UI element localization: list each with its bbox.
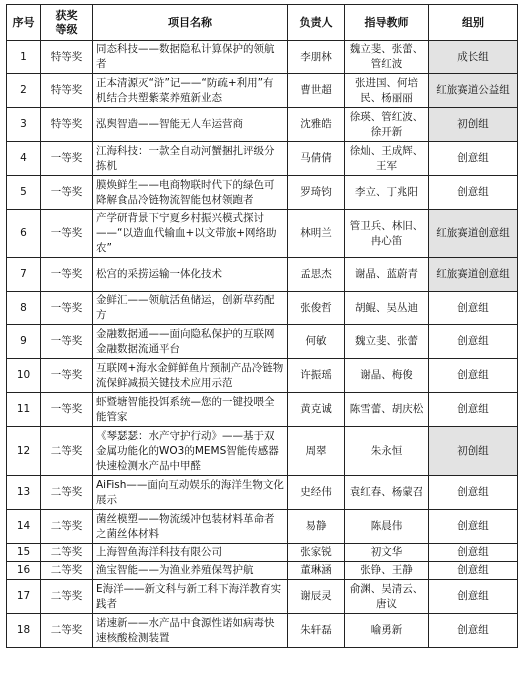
row-number: 15 [7, 544, 41, 562]
advisor-names: 张进国、何培民、杨丽丽 [345, 74, 429, 108]
award-level: 一等奖 [41, 258, 93, 292]
group-category: 创意组 [429, 562, 518, 580]
advisor-names: 谢晶、梅俊 [345, 359, 429, 393]
project-name: 金鲜汇——领航活鱼储运，创新草药配方 [93, 292, 288, 325]
project-name: AiFish——面向互动娱乐的海洋生物文化展示 [93, 476, 288, 510]
advisor-names: 陈晨伟 [345, 510, 429, 544]
project-leader: 李朋林 [288, 41, 345, 74]
row-number: 10 [7, 359, 41, 393]
project-name: E海洋——新文科与新工科下海洋教育实践者 [93, 580, 288, 614]
table-row [7, 41, 518, 74]
table-row [7, 258, 518, 292]
group-category: 红旅赛道公益组 [429, 74, 518, 108]
row-number: 17 [7, 580, 41, 614]
header-award: 获奖 等级 [41, 5, 93, 41]
award-table-body [7, 41, 518, 648]
header-teacher: 指导教师 [345, 5, 429, 41]
award-level: 一等奖 [41, 325, 93, 359]
group-category: 创意组 [429, 359, 518, 393]
award-level: 二等奖 [41, 510, 93, 544]
award-level: 特等奖 [41, 74, 93, 108]
table-row [7, 176, 518, 210]
award-level: 二等奖 [41, 427, 93, 476]
header-project: 项目名称 [93, 5, 288, 41]
project-name: 松宫的采捞运输一体化技术 [93, 258, 288, 292]
award-table [6, 4, 518, 648]
group-category: 红旅赛道创意组 [429, 258, 518, 292]
group-category: 创意组 [429, 476, 518, 510]
table-row [7, 614, 518, 648]
table-row [7, 544, 518, 562]
project-leader: 林明兰 [288, 210, 345, 258]
advisor-names: 初文华 [345, 544, 429, 562]
project-leader: 何敏 [288, 325, 345, 359]
project-leader: 马倩倩 [288, 142, 345, 176]
project-name: 泓舆智造——智能无人车运营商 [93, 108, 288, 142]
project-name: 上海智鱼海洋科技有限公司 [93, 544, 288, 562]
award-level: 二等奖 [41, 544, 93, 562]
row-number: 14 [7, 510, 41, 544]
table-row [7, 142, 518, 176]
award-level: 一等奖 [41, 142, 93, 176]
header-group: 组别 [429, 5, 518, 41]
group-category: 创意组 [429, 614, 518, 648]
award-level: 二等奖 [41, 476, 93, 510]
row-number: 16 [7, 562, 41, 580]
header-row [7, 5, 518, 41]
project-leader: 易静 [288, 510, 345, 544]
table-row [7, 562, 518, 580]
award-level: 二等奖 [41, 562, 93, 580]
project-leader: 朱轩磊 [288, 614, 345, 648]
advisor-names: 陈雪蕾、胡庆松 [345, 393, 429, 427]
project-name: 正本清源灭“浒”记——“防疏+利用”有机结合共塑紫菜养殖新业态 [93, 74, 288, 108]
table-row [7, 74, 518, 108]
award-level: 二等奖 [41, 614, 93, 648]
row-number: 18 [7, 614, 41, 648]
project-leader: 曹世超 [288, 74, 345, 108]
group-category: 初创组 [429, 427, 518, 476]
group-category: 创意组 [429, 142, 518, 176]
advisor-names: 管卫兵、林旧、冉心笛 [345, 210, 429, 258]
row-number: 5 [7, 176, 41, 210]
award-level: 特等奖 [41, 108, 93, 142]
group-category: 成长组 [429, 41, 518, 74]
project-leader: 谢辰灵 [288, 580, 345, 614]
advisor-names: 魏立斐、张蕾、管红波 [345, 41, 429, 74]
project-leader: 张俊哲 [288, 292, 345, 325]
advisor-names: 喻勇新 [345, 614, 429, 648]
award-level: 特等奖 [41, 41, 93, 74]
project-leader: 罗琦钧 [288, 176, 345, 210]
table-row [7, 510, 518, 544]
advisor-names: 张铮、王静 [345, 562, 429, 580]
project-name: 金融数据通——面向隐私保护的互联网金融数据流通平台 [93, 325, 288, 359]
award-level: 二等奖 [41, 580, 93, 614]
row-number: 1 [7, 41, 41, 74]
table-row [7, 393, 518, 427]
header-leader: 负责人 [288, 5, 345, 41]
row-number: 13 [7, 476, 41, 510]
award-level: 一等奖 [41, 359, 93, 393]
table-row [7, 427, 518, 476]
project-name: 同态科技——数据隐私计算保护的领航者 [93, 41, 288, 74]
advisor-names: 徐瑛、管红波、徐开新 [345, 108, 429, 142]
advisor-names: 徐灿、王成辉、王军 [345, 142, 429, 176]
table-row [7, 292, 518, 325]
advisor-names: 谢晶、蓝蔚青 [345, 258, 429, 292]
advisor-names: 李立、丁兆阳 [345, 176, 429, 210]
project-name: 江海科技：一款全自动河蟹捆扎评级分拣机 [93, 142, 288, 176]
group-category: 创意组 [429, 325, 518, 359]
row-number: 8 [7, 292, 41, 325]
group-category: 创意组 [429, 580, 518, 614]
table-row [7, 476, 518, 510]
group-category: 初创组 [429, 108, 518, 142]
row-number: 6 [7, 210, 41, 258]
project-name: 诺速新——水产品中食源性诺如病毒快速核酸检测装置 [93, 614, 288, 648]
project-leader: 张家锐 [288, 544, 345, 562]
award-level: 一等奖 [41, 210, 93, 258]
project-leader: 黄克诚 [288, 393, 345, 427]
award-table-wrapper [6, 4, 517, 648]
group-category: 红旅赛道创意组 [429, 210, 518, 258]
row-number: 4 [7, 142, 41, 176]
project-name: 产学研背景下宁夏乡村振兴模式探讨——“以造血代输血+以文带旅+网络助农” [93, 210, 288, 258]
row-number: 9 [7, 325, 41, 359]
advisor-names: 魏立斐、张蕾 [345, 325, 429, 359]
row-number: 3 [7, 108, 41, 142]
project-name: 渔宝智能——为渔业养殖保驾护航 [93, 562, 288, 580]
award-level: 一等奖 [41, 176, 93, 210]
project-leader: 孟思杰 [288, 258, 345, 292]
award-level: 一等奖 [41, 393, 93, 427]
project-leader: 董琳涵 [288, 562, 345, 580]
header-no: 序号 [7, 5, 41, 41]
project-name: 互联网+海水金鲜鲜鱼片预制产品冷链物流保鲜减损关键技术应用示范 [93, 359, 288, 393]
group-category: 创意组 [429, 544, 518, 562]
group-category: 创意组 [429, 292, 518, 325]
group-category: 创意组 [429, 393, 518, 427]
award-level: 一等奖 [41, 292, 93, 325]
project-name: 膜焕鲜生——电商物联时代下的绿色可降解食品冷链物流智能包材领跑者 [93, 176, 288, 210]
group-category: 创意组 [429, 176, 518, 210]
row-number: 12 [7, 427, 41, 476]
table-row [7, 108, 518, 142]
table-row [7, 359, 518, 393]
table-row [7, 325, 518, 359]
table-row [7, 210, 518, 258]
advisor-names: 袁红春、杨蒙召 [345, 476, 429, 510]
row-number: 7 [7, 258, 41, 292]
project-leader: 沈雅皓 [288, 108, 345, 142]
group-category: 创意组 [429, 510, 518, 544]
advisor-names: 俞渊、吴清云、唐议 [345, 580, 429, 614]
advisor-names: 胡鲲、吴丛迪 [345, 292, 429, 325]
project-name: 虾暨塘智能投饵系统—您的一键投喂全能管家 [93, 393, 288, 427]
project-leader: 许振瑶 [288, 359, 345, 393]
advisor-names: 朱永恒 [345, 427, 429, 476]
project-name: 《琴瑟瑟：水产守护行动》——基于双金属功能化的WO3的MEMS智能传感器快速检测水产品中甲醛 [93, 427, 288, 476]
row-number: 11 [7, 393, 41, 427]
project-name: 菌丝模塑——物流缓冲包装材料革命者之菌丝体材料 [93, 510, 288, 544]
table-row [7, 580, 518, 614]
project-leader: 周翠 [288, 427, 345, 476]
project-leader: 史经伟 [288, 476, 345, 510]
row-number: 2 [7, 74, 41, 108]
